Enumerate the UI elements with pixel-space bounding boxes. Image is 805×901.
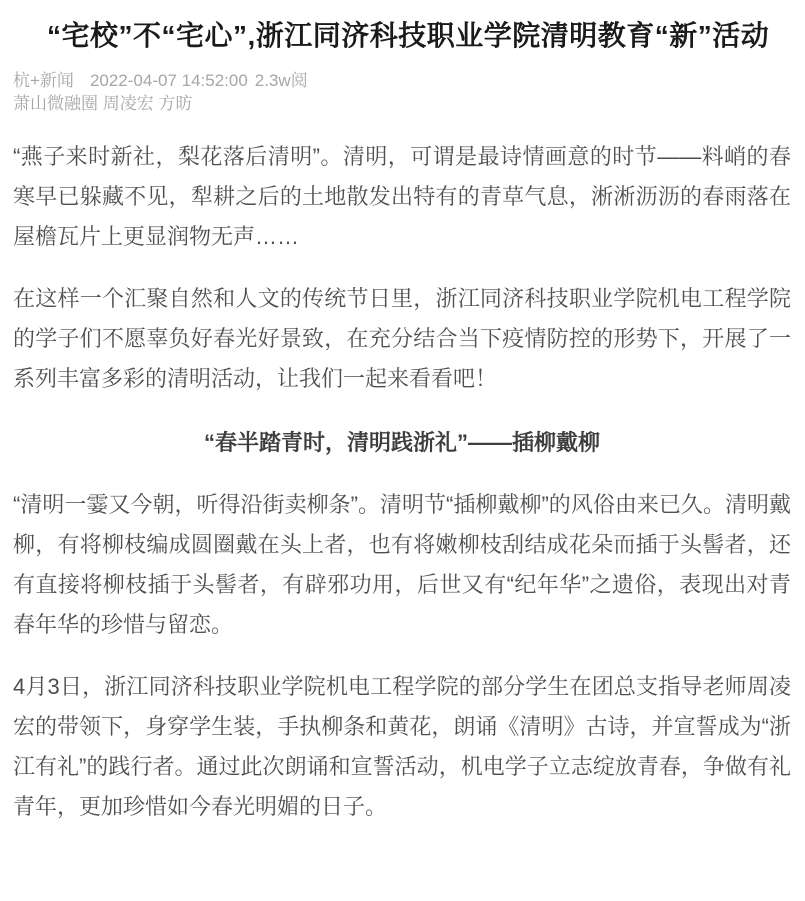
meta-read-count: 2.3w阅 [254, 71, 308, 90]
meta-row-byline [13, 92, 791, 115]
article-title: “宅校”不“宅心”,浙江同济科技职业学院清明教育“新”活动 [47, 20, 770, 51]
meta-published-time: 2022-04-07 14:52:00 [89, 71, 248, 90]
meta-byline: 萧山微融圈 周凌宏 方昉 [13, 94, 193, 113]
paragraph-willow-custom: “清明一霎又今朝，听得沿街卖柳条”。清明节“插柳戴柳”的风俗由来已久。清明戴柳，有将柳枝编成圆圈戴在头上者，也有将嫩柳枝刮结成花朵而插于头髻者，还有直接将柳枝插于头髻者，有辟邪功用，后世又有“纪年华”之遗俗，表现出对青春年华的珍惜与留恋。 [13, 492, 791, 637]
section-heading-willow: “春半踏青时，清明践浙礼”——插柳戴柳 [203, 430, 600, 455]
paragraph-activity-overview: 在这样一个汇聚自然和人文的传统节日里，浙江同济科技职业学院机电工程学院的学子们不愿辜负好春光好景致，在充分结合当下疫情防控的形势下，开展了一系列丰富多彩的清明活动，让我们一起来看看吧！ [13, 286, 791, 391]
meta-row-primary [13, 69, 791, 92]
paragraph-april3-event: 4月3日，浙江同济科技职业学院机电工程学院的部分学生在团总支指导老师周凌宏的带领下，身穿学生装，手执柳条和黄花，朗诵《清明》古诗，并宣誓成为“浙江有礼”的践行者。通过此次朗诵和宣誓活动，机电学子立志绽放青春，争做有礼青年，更加珍惜如今春光明媚的日子。 [13, 674, 791, 819]
paragraph-intro-poem: “燕子来时新社，梨花落后清明”。清明，可谓是最诗情画意的时节——料峭的春寒早已躲藏不见，犁耕之后的土地散发出特有的青草气息，淅淅沥沥的春雨落在屋檐瓦片上更显润物无声…… [13, 144, 791, 249]
meta-source: 杭+新闻 [13, 71, 74, 90]
article-meta [13, 69, 791, 115]
